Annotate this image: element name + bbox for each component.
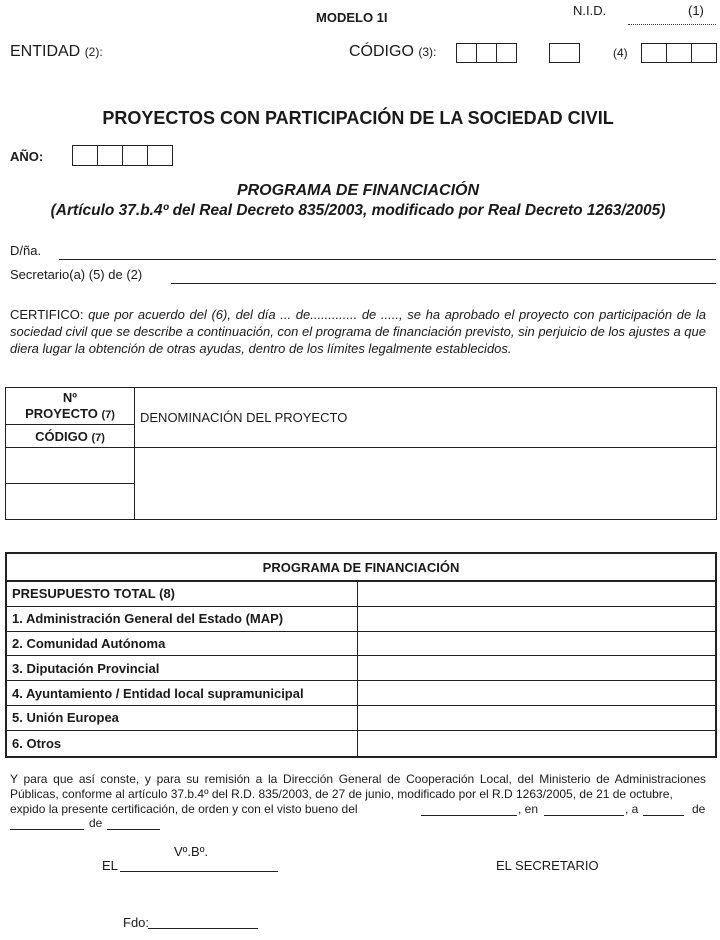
fdo-field[interactable] — [148, 928, 258, 929]
model-label: MODELO 1I — [316, 10, 388, 25]
row-label: 4. Ayuntamiento / Entidad local supramunicipal — [7, 681, 358, 705]
entidad-label — [10, 43, 103, 61]
project-code-cell-2[interactable] — [6, 484, 134, 519]
table-row — [7, 582, 715, 607]
certifico-lead: CERTIFICO: — [10, 307, 84, 322]
row-value-cell[interactable] — [358, 681, 715, 705]
closing-text-c: , a — [625, 802, 639, 816]
lugar-field[interactable] — [544, 815, 624, 816]
table-row — [7, 632, 715, 657]
row-value-cell[interactable] — [358, 656, 715, 680]
dia-field[interactable] — [643, 815, 684, 816]
row-label: 3. Diputación Provincial — [7, 656, 358, 680]
secretario-field[interactable] — [171, 283, 716, 284]
closing-text-d: de — [692, 802, 706, 816]
row-value-cell[interactable] — [358, 632, 715, 656]
proyecto-note: (7) — [101, 409, 115, 421]
certifico-paragraph — [10, 306, 706, 357]
project-table — [5, 387, 717, 520]
project-left-col — [6, 388, 135, 519]
denominacion-cell[interactable] — [136, 448, 716, 519]
row-label: 6. Otros — [7, 731, 358, 756]
anio-boxes[interactable] — [72, 145, 173, 166]
program-subtitle: (Artículo 37.b.4º del Real Decreto 835/2003, modificado por Real Decreto 1263/2005) — [50, 202, 666, 219]
codigo-col-label — [6, 429, 134, 444]
row-label: 1. Administración General del Estado (MAP) — [7, 607, 358, 631]
proyecto-text: PROYECTO — [25, 406, 98, 421]
no-label: Nº — [62, 390, 78, 405]
row-value-cell[interactable] — [358, 731, 715, 756]
secretario-signature-label: EL SECRETARIO — [496, 858, 599, 873]
row-label: PRESUPUESTO TOTAL (8) — [7, 582, 358, 606]
codigo-text: CÓDIGO — [349, 43, 414, 60]
program-title: PROGRAMA DE FINANCIACIÓN — [236, 182, 480, 199]
row-value-cell[interactable] — [358, 706, 715, 730]
visto-bueno-field[interactable] — [421, 815, 517, 816]
proyecto-divider — [6, 424, 134, 425]
closing-text-b: , en — [518, 802, 539, 816]
codigo-boxes-3[interactable] — [641, 43, 717, 63]
note-4: (4) — [613, 46, 628, 60]
codigo-note: (3): — [418, 45, 437, 59]
closing-paragraph: Y para que así conste, y para su remisión a la Dirección General de Cooperación Local, del Ministerio de Administraciones Públicas, conforme al artículo 37.b.4º del R.D. 835/2003, de 27 de junio, modificado por el R.D 1263/2005, de 21 de octubre, — [10, 772, 706, 801]
codigo-label — [349, 43, 436, 61]
certifico-text: que por acuerdo del (6), del día ... de............. de ....., se ha aprobado el proyecto con participación de la sociedad civil que se describe a continuación, con el programa de financiación previsto, sin perjuicio de los ajustes a que diera lugar la obtención de otras ayudas, dentro de los límites legalmente establecidos. — [10, 307, 706, 356]
codigo-boxes-1[interactable] — [456, 43, 517, 63]
project-code-cell-1[interactable] — [6, 448, 134, 483]
codigo-col-text: CÓDIGO — [35, 429, 88, 444]
financing-header: PROGRAMA DE FINANCIACIÓN — [7, 554, 715, 582]
codigo-box-2[interactable] — [549, 43, 580, 63]
table-row — [7, 607, 715, 632]
dna-label: D/ña. — [10, 243, 42, 258]
table-row — [7, 656, 715, 681]
row-label: 5. Unión Europea — [7, 706, 358, 730]
mes-field[interactable] — [10, 829, 84, 830]
entidad-note: (2): — [84, 45, 103, 59]
secretario-label: Secretario(a) (5) de (2) — [10, 267, 143, 282]
table-row — [7, 681, 715, 706]
proyecto-label — [6, 406, 134, 421]
table-row — [7, 731, 715, 756]
page-title: PROYECTOS CON PARTICIPACIÓN DE LA SOCIEDAD CIVIL — [102, 108, 614, 128]
codigo-col-note: (7) — [91, 432, 105, 444]
table-row — [7, 706, 715, 731]
el-signature-field[interactable] — [120, 871, 278, 872]
row-label: 2. Comunidad Autónoma — [7, 632, 358, 656]
entidad-text: ENTIDAD — [10, 43, 81, 60]
denominacion-header: DENOMINACIÓN DEL PROYECTO — [140, 410, 348, 425]
closing-text-de: de — [89, 816, 103, 830]
financing-table — [5, 552, 717, 758]
nid-field[interactable] — [628, 24, 716, 25]
row-value-cell[interactable] — [358, 582, 715, 606]
fdo-label: Fdo: — [123, 915, 150, 930]
closing-line-3 — [10, 816, 310, 832]
nid-label: N.I.D. — [573, 3, 607, 18]
closing-text-a: expido la presente certificación, de orden y con el visto bueno del — [10, 802, 358, 816]
dna-field[interactable] — [59, 259, 716, 260]
anio-field[interactable] — [107, 829, 160, 830]
anio-label: AÑO: — [10, 149, 44, 164]
row-value-cell[interactable] — [358, 607, 715, 631]
el-label: EL — [102, 858, 118, 873]
nid-note: (1) — [688, 3, 704, 18]
vobo-label: Vº.Bº. — [174, 844, 209, 859]
